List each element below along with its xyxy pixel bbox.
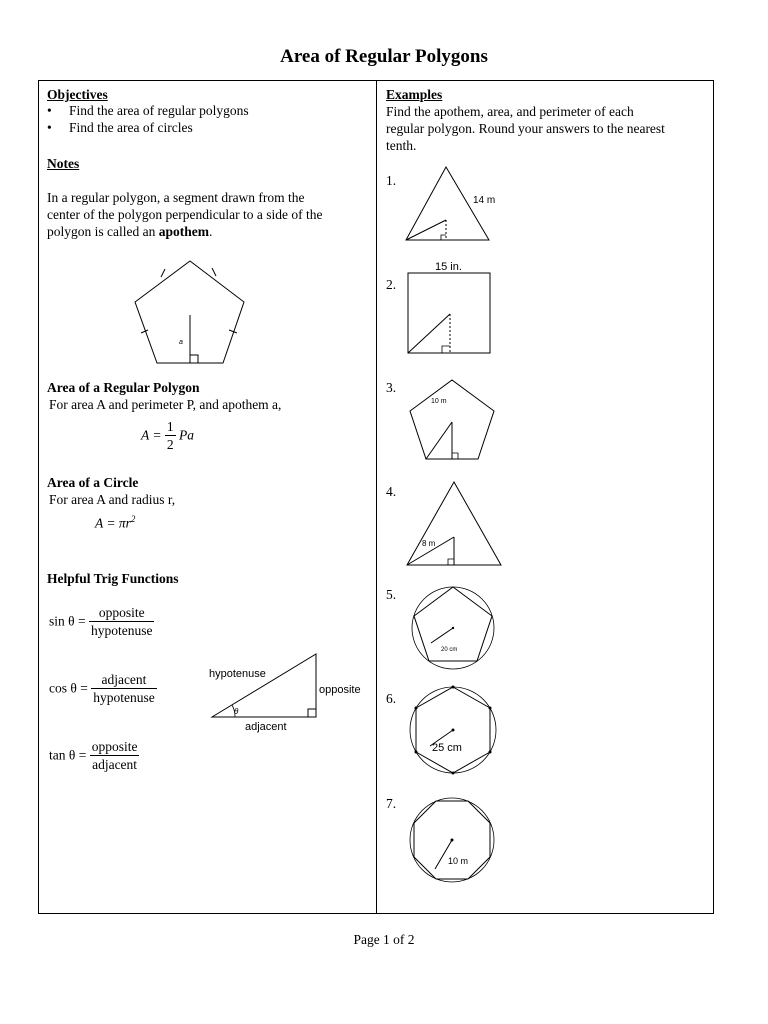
area-circle-heading: Area of a Circle [47, 475, 139, 490]
apothem-label: a [179, 339, 183, 346]
example-number: 6. [386, 691, 397, 706]
area-polygon-heading: Area of a Regular Polygon [47, 380, 200, 395]
fraction-denominator: hypotenuse [90, 623, 153, 638]
cos-lhs: cos θ = [49, 680, 88, 696]
side-length-label: 14 m [473, 195, 496, 206]
example-number: 4. [386, 484, 397, 499]
examples-heading: Examples [386, 87, 443, 102]
fraction-denominator: 2 [166, 437, 174, 452]
example-number: 3. [386, 380, 397, 395]
fraction-numerator: 1 [166, 419, 174, 434]
adjacent-label: adjacent [245, 721, 287, 733]
area-polygon-formula [141, 418, 194, 453]
objective-item: Find the area of circles [69, 120, 193, 135]
example-5-inscribed-pentagon [408, 585, 498, 671]
objectives-heading: Objectives [47, 87, 108, 102]
fraction [89, 604, 155, 639]
column-divider [376, 80, 377, 914]
sin-formula [49, 604, 154, 639]
formula-rhs: Pa [179, 427, 194, 443]
theta-label: θ [234, 707, 239, 716]
fraction-denominator: hypotenuse [93, 690, 155, 705]
apothem-term: apothem [158, 224, 209, 239]
apothem-label: 8 m [422, 539, 436, 548]
area-polygon-desc: For area A and perimeter P, and apothem a, [49, 397, 282, 412]
fraction-numerator: opposite [91, 739, 138, 754]
bullet-icon: • [47, 120, 52, 135]
instructions-line: regular polygon. Round your answers to the nearest [386, 121, 665, 136]
fraction [165, 418, 176, 453]
area-circle-desc: For area A and radius r, [49, 492, 176, 507]
area-circle-formula [95, 514, 135, 532]
example-3-pentagon [408, 378, 496, 462]
radius-label: 20 cm [441, 647, 458, 653]
notes-text: polygon is called an [47, 224, 156, 239]
radius-label: 25 cm [432, 742, 462, 754]
period: . [208, 224, 213, 239]
bullet-icon: • [47, 103, 52, 118]
opposite-label: opposite [319, 684, 361, 696]
right-triangle-figure [205, 652, 370, 734]
instructions-line: tenth. [386, 138, 417, 153]
tan-formula [49, 738, 139, 773]
example-number: 1. [386, 173, 397, 188]
example-number: 7. [386, 796, 397, 811]
side-length-label: 10 m [431, 398, 447, 405]
formula-lhs: A = [141, 427, 162, 443]
notes-line: In a regular polygon, a segment drawn from the [47, 190, 305, 205]
objective-item: Find the area of regular polygons [69, 103, 249, 118]
notes-heading: Notes [47, 156, 80, 171]
example-number: 2. [386, 277, 397, 292]
fraction-denominator: adjacent [92, 757, 138, 772]
page-footer: Page 1 of 2 [353, 932, 415, 947]
example-7-inscribed-octagon [408, 797, 496, 883]
pentagon-apothem-figure [128, 255, 248, 367]
example-4-triangle [404, 480, 504, 568]
fraction [91, 671, 157, 706]
tan-lhs: tan θ = [49, 747, 87, 763]
radius-label: 10 m [448, 856, 469, 866]
example-6-inscribed-hexagon [408, 685, 498, 775]
notes-line-final [47, 223, 212, 240]
hypotenuse-label: hypotenuse [209, 668, 266, 680]
cos-formula [49, 671, 157, 706]
formula-lhs: A = πr [95, 515, 131, 531]
page-title: Area of Regular Polygons [280, 46, 488, 67]
fraction-numerator: opposite [89, 604, 155, 622]
notes-line: center of the polygon perpendicular to a side of the [47, 207, 323, 222]
fraction-numerator: adjacent [91, 671, 157, 689]
example-2-square [404, 258, 496, 356]
instructions-line: Find the apothem, area, and perimeter of each [386, 104, 634, 119]
exponent: 2 [130, 514, 136, 524]
example-number: 5. [386, 587, 397, 602]
example-1-triangle [404, 165, 504, 243]
sin-lhs: sin θ = [49, 613, 86, 629]
trig-heading: Helpful Trig Functions [47, 571, 179, 586]
side-length-label: 15 in. [435, 261, 462, 273]
fraction [90, 738, 140, 773]
